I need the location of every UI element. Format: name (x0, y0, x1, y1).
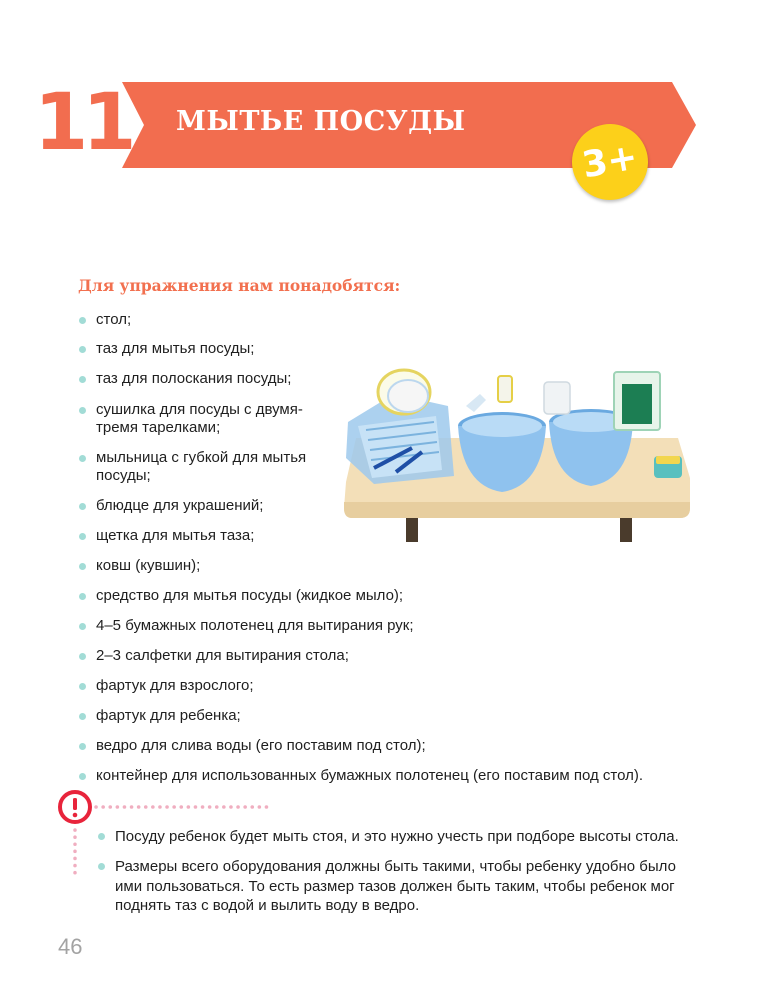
bullet-icon (79, 317, 86, 324)
note-item: Посуду ребенок будет мыть стоя, и это нужно учесть при подборе высоты стола. (115, 827, 685, 847)
bullet-icon (79, 376, 86, 383)
chapter-number: 11 (34, 78, 131, 168)
list-item: фартук для ребенка; (96, 707, 241, 725)
warning-icon (58, 790, 92, 824)
bullet-icon (79, 713, 86, 720)
bullet-icon (79, 773, 86, 780)
page-number: 46 (58, 934, 83, 959)
divider-dots (94, 804, 274, 810)
bullet-icon (79, 533, 86, 540)
list-item: контейнер для использованных бумажных полотенец (его поставим под стол). (96, 767, 643, 785)
list-item: ведро для слива воды (его поставим под стол); (96, 737, 426, 755)
list-item: 2–3 салфетки для вытирания стола; (96, 647, 349, 665)
chapter-title: МЫТЬЕ ПОСУДЫ (176, 106, 466, 137)
list-item: таз для полоскания посуды; (96, 370, 291, 388)
list-item: стол; (96, 311, 131, 329)
bullet-icon (79, 346, 86, 353)
bullet-icon (79, 503, 86, 510)
age-badge: 3+ (566, 118, 654, 206)
bullet-icon (79, 653, 86, 660)
list-item: таз для мытья посуды; (96, 340, 254, 358)
bullet-icon (79, 623, 86, 630)
bullet-icon (79, 743, 86, 750)
list-item: щетка для мытья таза; (96, 527, 254, 545)
list-item: средство для мытья посуды (жидкое мыло); (96, 587, 403, 605)
bullet-icon (79, 683, 86, 690)
bullet-icon (79, 407, 86, 414)
list-item: мыльница с губкой для мытья посуды; (96, 449, 306, 485)
bullet-icon (79, 593, 86, 600)
list-item: фартук для взрослого; (96, 677, 254, 695)
list-item: сушилка для посуды с двумя- тремя тарелками; (96, 401, 303, 437)
bullet-icon (98, 863, 105, 870)
bullet-icon (79, 455, 86, 462)
list-item: блюдце для украшений; (96, 497, 263, 515)
dishwashing-setup-photo (338, 366, 694, 542)
list-item: 4–5 бумажных полотенец для вытирания рук; (96, 617, 414, 635)
list-item: ковш (кувшин); (96, 557, 200, 575)
bullet-icon (79, 563, 86, 570)
divider-dots (72, 828, 78, 878)
bullet-icon (98, 833, 105, 840)
note-item: Размеры всего оборудования должны быть такими, чтобы ребенку удобно было ими пользоваться. То есть размер тазов должен быть таким, чтобы ребенок мог поднять таз с водой и вылить воду в ведро. (115, 857, 685, 916)
materials-heading: Для упражнения нам понадобятся: (78, 276, 401, 295)
